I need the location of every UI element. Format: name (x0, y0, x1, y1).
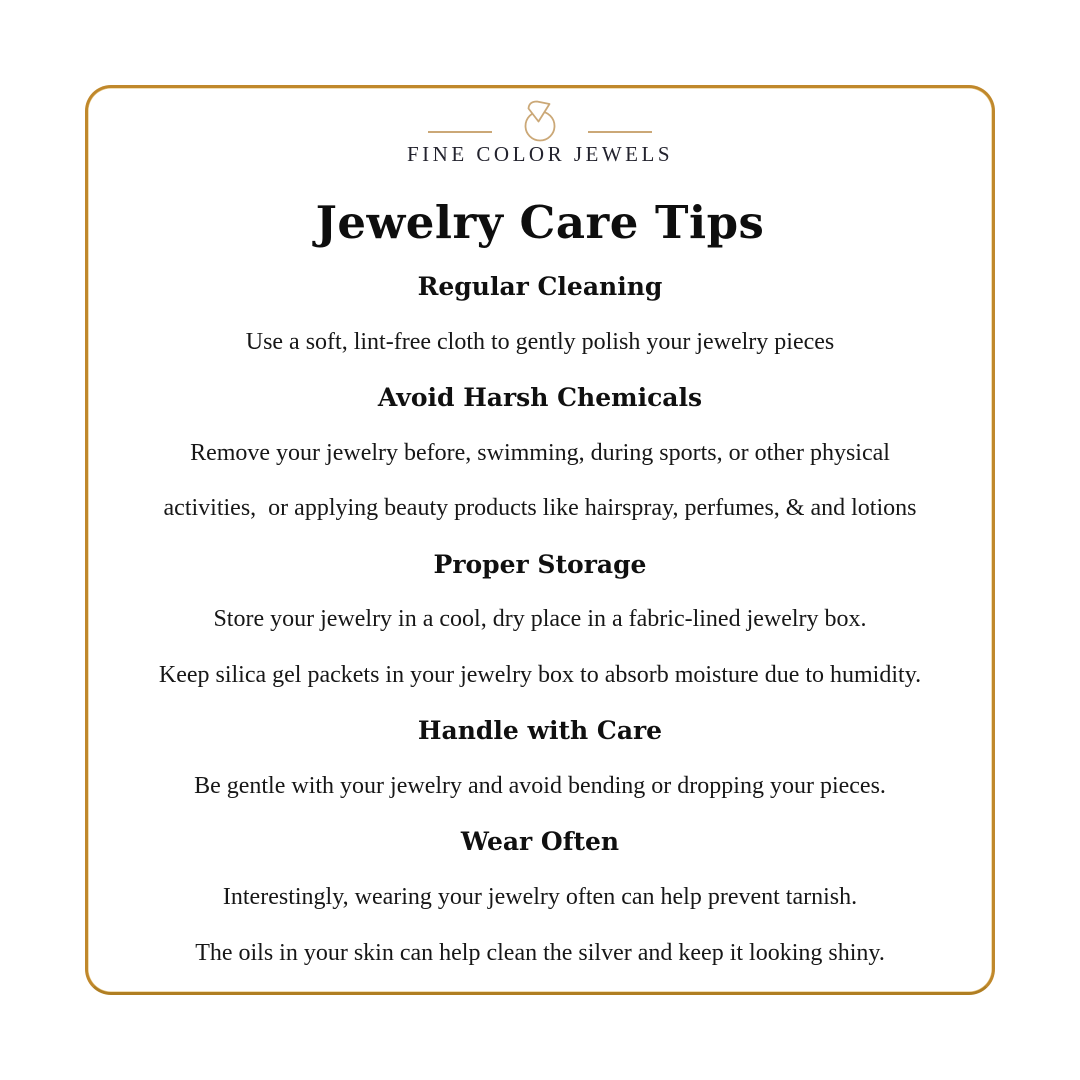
logo-right-rule (588, 131, 652, 133)
section-heading-avoid-harsh-chemicals: Avoid Harsh Chemicals (377, 383, 703, 412)
section-body-line: Store your jewelry in a cool, dry place in a fabric-lined jewelry box. (213, 606, 867, 632)
section-body-line: activities, or applying beauty products like hairspray, perfumes, & and lotions (163, 495, 917, 521)
brand-logo (0, 96, 1080, 148)
section-body-line: Remove your jewelry before, swimming, during sports, or other physical (190, 440, 890, 466)
section-heading-wear-often: Wear Often (460, 827, 620, 856)
section-body-line: The oils in your skin can help clean the silver and keep it looking shiny. (195, 940, 885, 966)
page-title: Jewelry Care Tips (315, 196, 765, 249)
section-body-line: Keep silica gel packets in your jewelry box to absorb moisture due to humidity. (158, 662, 922, 688)
brand-name: FINE COLOR JEWELS (407, 142, 673, 166)
logo-left-rule (428, 131, 492, 133)
section-body-line: Be gentle with your jewelry and avoid bending or dropping your pieces. (194, 773, 886, 799)
section-body-line: Use a soft, lint-free cloth to gently polish your jewelry pieces (245, 329, 835, 355)
section-heading-handle-with-care: Handle with Care (417, 716, 663, 745)
section-heading-regular-cleaning: Regular Cleaning (417, 272, 663, 301)
section-heading-proper-storage: Proper Storage (433, 550, 647, 579)
section-body-line: Interestingly, wearing your jewelry often can help prevent tarnish. (222, 884, 858, 910)
